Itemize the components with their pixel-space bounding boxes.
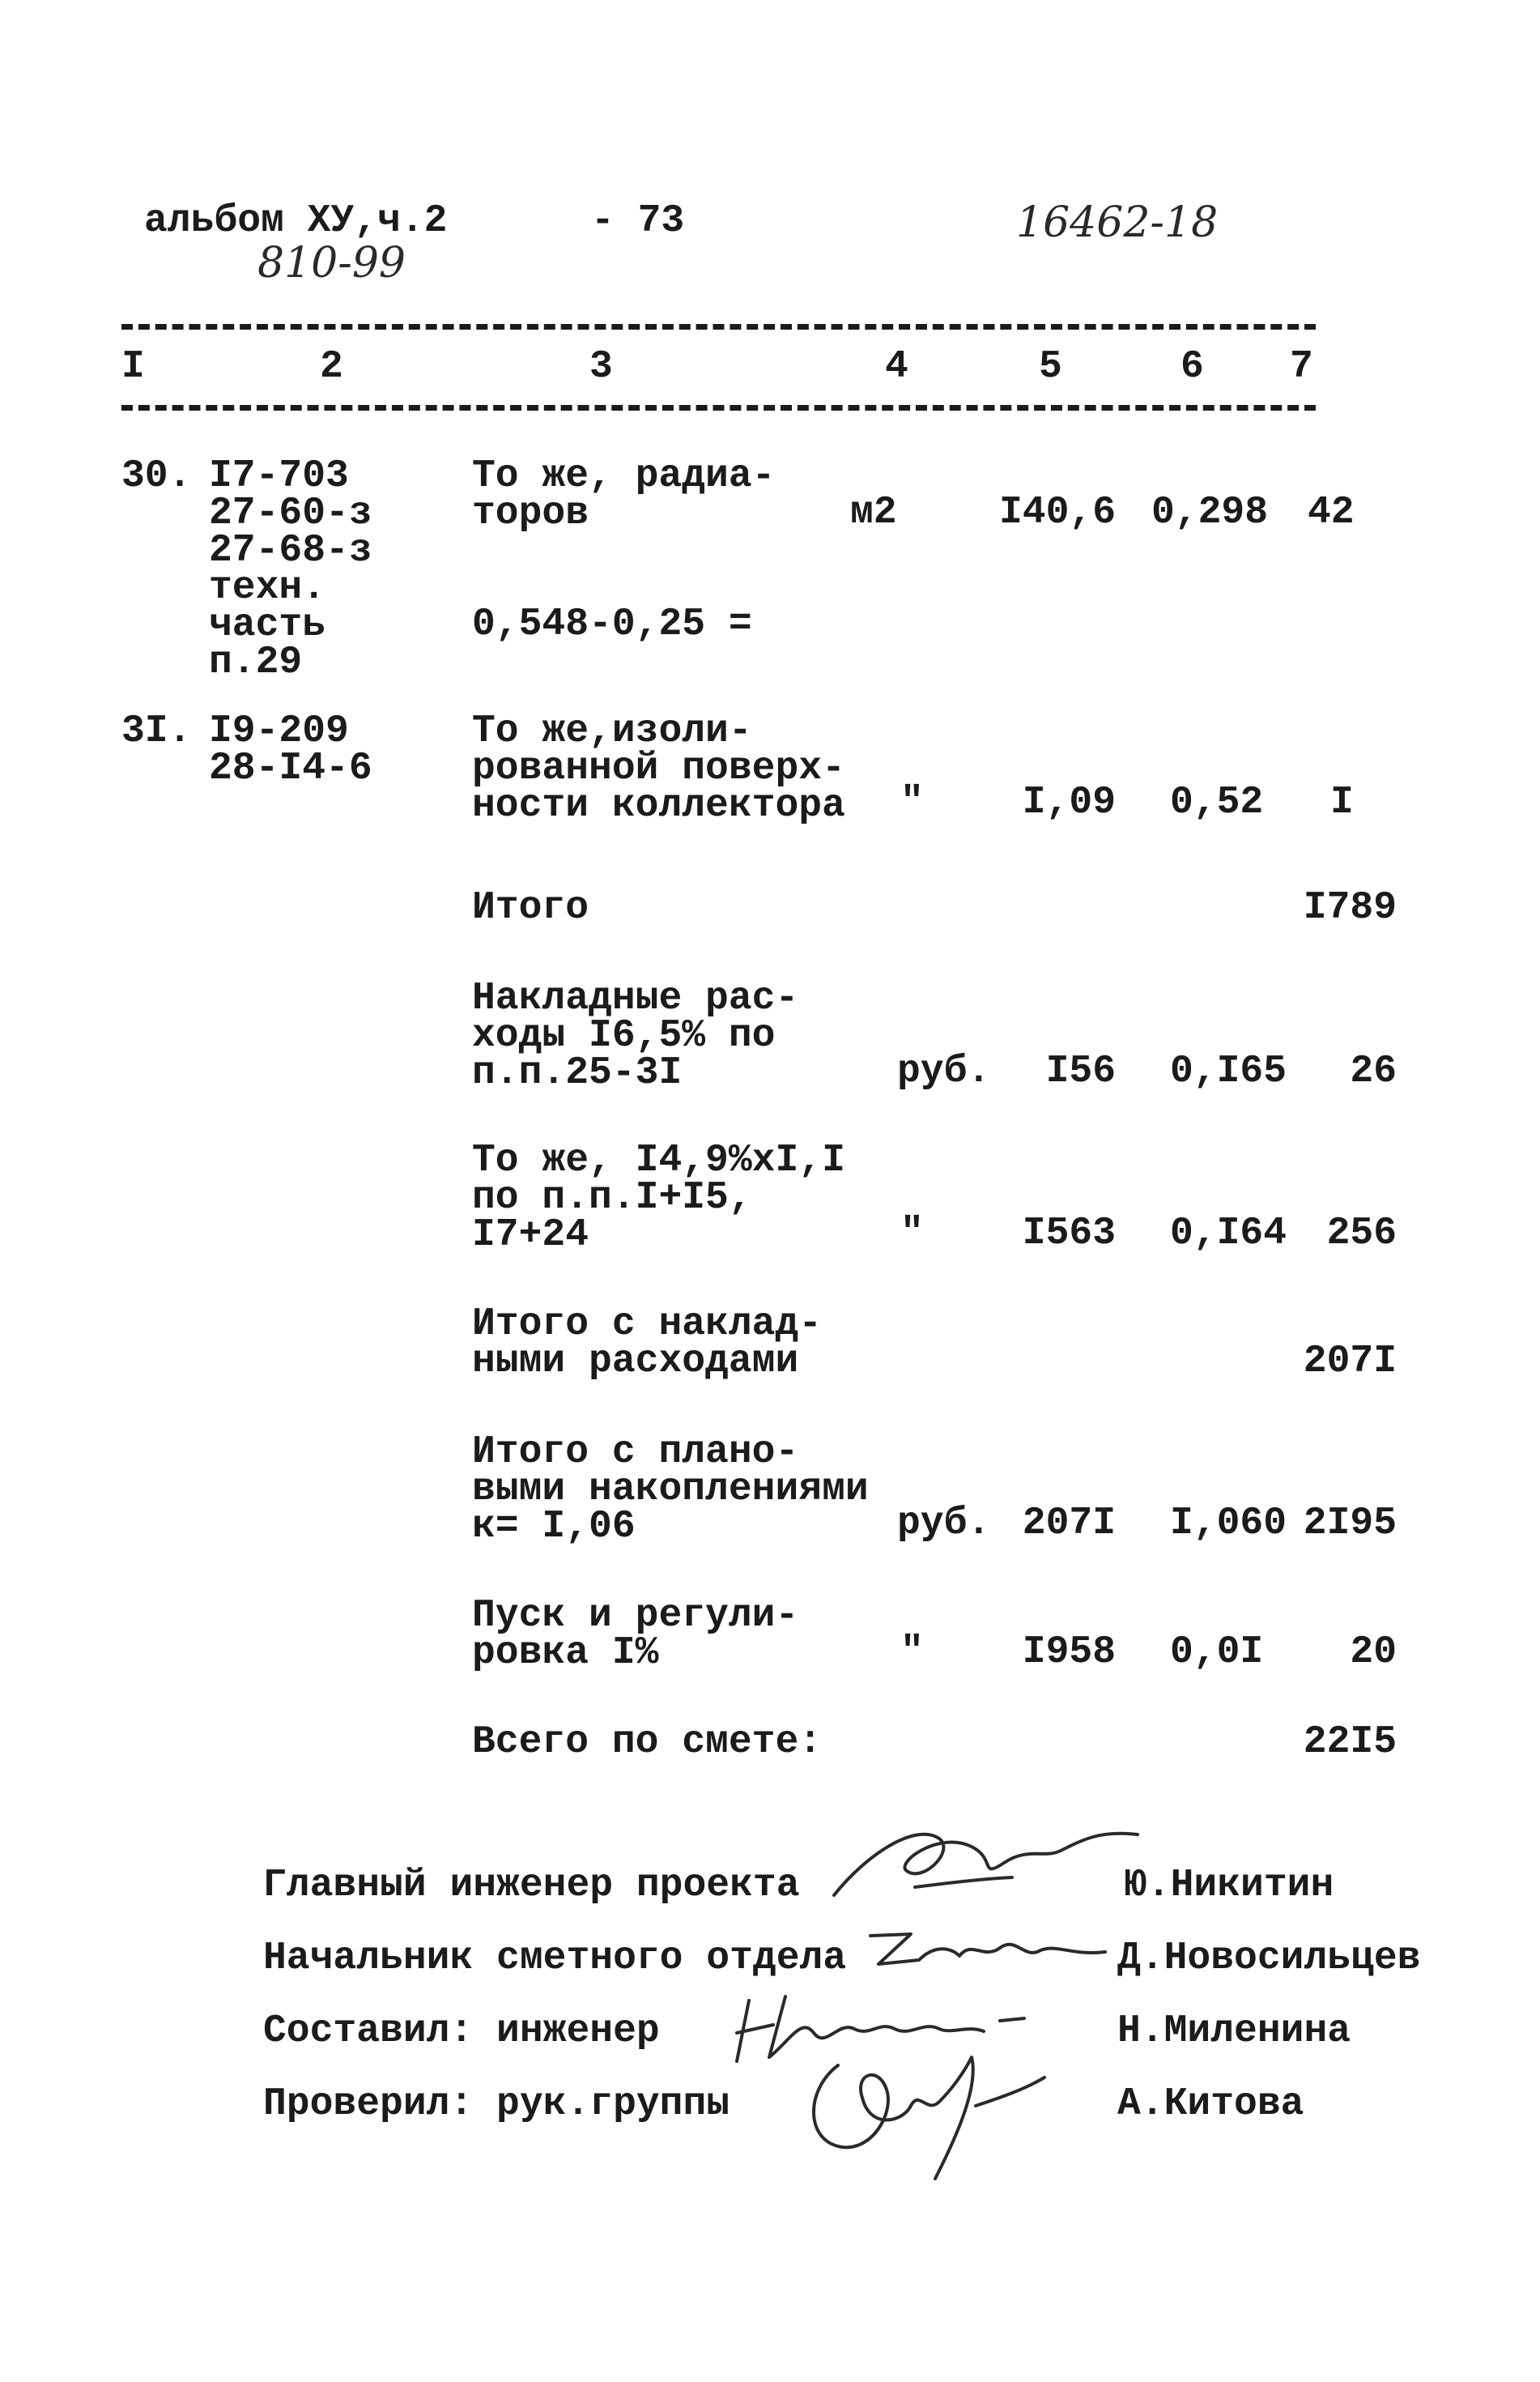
total: I [1330, 781, 1354, 825]
table-top-rule [121, 324, 1316, 330]
summary-unit: руб. [897, 1502, 991, 1545]
column-header-6: 6 [1181, 345, 1204, 389]
rate: 0,52 [1170, 781, 1264, 825]
summary-total: 207I [1303, 1340, 1397, 1383]
summary-unit: " [900, 1212, 924, 1255]
summary-total: 256 [1326, 1212, 1397, 1255]
signature-name: А.Китова [1117, 2082, 1304, 2126]
signature-name: Д.Новосильцев [1117, 1937, 1421, 1980]
summary-label: Итого с плано- выми накоплениями к= I,06 [472, 1430, 869, 1549]
handwritten-signature-novosiltsev [862, 1911, 1113, 1984]
summary-quantity: I563 [1022, 1212, 1116, 1255]
summary-quantity: 207I [1022, 1502, 1116, 1545]
table-header-rule [121, 405, 1316, 411]
column-header-7: 7 [1290, 345, 1313, 389]
formula: 0,548-0,25 = [472, 603, 752, 646]
signature-role: Проверил: рук.группы [263, 2082, 730, 2126]
work-description: То же, радиа- торов [472, 454, 776, 535]
signature-role: Главный инженер проекта [263, 1864, 800, 1907]
summary-label: Итого [472, 886, 589, 930]
summary-total: I789 [1303, 886, 1397, 930]
summary-rate: 0,0I [1170, 1630, 1264, 1674]
column-header-1: I [121, 345, 145, 389]
summary-label: Пуск и регули- ровка I% [472, 1594, 799, 1675]
norm-code: I7-703 27-60-з 27-68-з техн. часть п.29 [209, 454, 372, 684]
summary-unit: руб. [897, 1050, 991, 1093]
page-number: - 73 [591, 199, 685, 243]
handwritten-signature-kitova [789, 2041, 1049, 2187]
summary-label: Всего по смете: [472, 1720, 823, 1764]
summary-label: Итого с наклад- ными расходами [472, 1302, 823, 1383]
summary-label: То же, I4,9%хI,I по п.п.I+I5, I7+24 [472, 1139, 845, 1257]
unit: м2 [850, 491, 897, 535]
signature-role: Начальник сметного отдела [263, 1937, 847, 1980]
signature-name: Н.Миленина [1117, 2009, 1351, 2053]
summary-unit: " [900, 1630, 924, 1674]
summary-quantity: I958 [1022, 1630, 1116, 1674]
summary-rate: 0,I65 [1170, 1050, 1287, 1093]
rate: 0,298 [1151, 491, 1269, 535]
work-description: То же,изоли- рованной поверх- ности коллектора [472, 709, 845, 828]
column-header-5: 5 [1039, 345, 1062, 389]
summary-total: 20 [1350, 1630, 1397, 1674]
norm-code: I9-209 28-I4-6 [209, 709, 372, 790]
column-header-2: 2 [320, 345, 343, 389]
summary-rate: I,060 [1170, 1502, 1287, 1545]
summary-rate: 0,I64 [1170, 1212, 1287, 1255]
summary-quantity: I56 [1045, 1050, 1116, 1093]
album-label: альбом ХУ,ч.2 [144, 199, 448, 243]
row-number: 3I. [121, 709, 192, 753]
column-header-3: 3 [589, 345, 613, 389]
total: 42 [1308, 491, 1355, 535]
signature-role: Составил: инженер [263, 2009, 660, 2053]
row-number: 30. [121, 454, 192, 498]
summary-label: Накладные рас- ходы I6,5% по п.п.25-3I [472, 977, 799, 1095]
unit: " [900, 781, 924, 825]
document-code: 16462-18 [1016, 198, 1219, 247]
handwritten-note: 810-99 [257, 239, 406, 288]
summary-total: 2I95 [1303, 1502, 1397, 1545]
quantity: I,09 [1022, 781, 1116, 825]
signature-name: Ю.Никитин [1124, 1864, 1334, 1907]
quantity: I40,6 [998, 491, 1116, 535]
column-header-4: 4 [885, 345, 908, 389]
handwritten-signature-nikitin [818, 1806, 1150, 1911]
summary-total: 22I5 [1303, 1720, 1397, 1764]
summary-total: 26 [1350, 1050, 1397, 1093]
